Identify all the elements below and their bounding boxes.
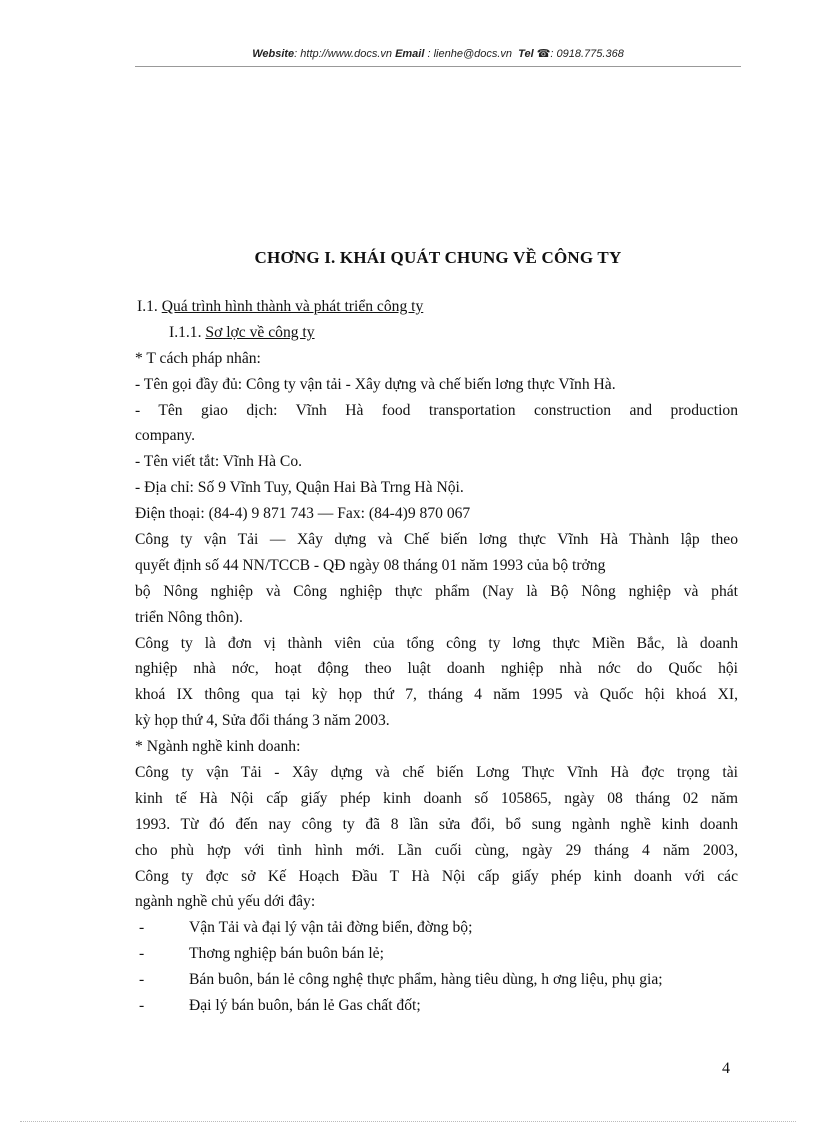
subsection-title: Sơ lợc về công ty	[205, 323, 315, 341]
bullet-text: Vận Tải và đại lý vận tải đờng biển, đờng bộ;	[189, 919, 473, 937]
section-heading	[135, 294, 738, 320]
text-line: * T cách pháp nhân:	[135, 349, 261, 367]
text-line: Điện thoại: (84-4) 9 871 743 — Fax: (84-4)9 870 067	[135, 505, 471, 523]
bullet-item	[135, 967, 738, 993]
text-line: - Tên giao dịch: Vĩnh Hà food transportation construction and production	[135, 401, 738, 419]
text-line: nghiệp nhà nớc, hoạt động theo luật doanh nghiệp nhà nớc do Quốc hội	[135, 660, 738, 678]
tel-label: Tel ☎	[518, 48, 551, 60]
text-line: - Địa chỉ: Số 9 Vĩnh Tuy, Quận Hai Bà Trng Hà Nội.	[135, 479, 464, 497]
chapter-title: CHƠNG I. KHÁI QUÁT CHUNG VỀ CÔNG TY	[254, 248, 622, 267]
document-body	[135, 294, 738, 1019]
bullet-item	[135, 993, 738, 1019]
website-label: Website	[252, 48, 295, 60]
subsection-heading	[135, 320, 738, 346]
text-line: Công ty là đơn vị thành viên của tổng công ty lơng thực Miền Bắc, là doanh	[135, 634, 738, 652]
bullet-dash: -	[139, 971, 145, 989]
text-line: Công ty vận Tải - Xây dựng và chế biến Lơng Thực Vĩnh Hà đợc trọng tài	[135, 764, 738, 782]
bullet-text: Đại lý bán buôn, bán lẻ Gas chất đốt;	[189, 997, 421, 1015]
text-line: 1993. Từ đó đến nay công ty đã 8 lần sửa đổi, bổ sung ngành nghề kinh doanh	[135, 815, 738, 833]
footer-divider	[20, 1121, 796, 1122]
text-line: kinh tế Hà Nội cấp giấy phép kinh doanh số 105865, ngày 08 tháng 02 năm	[135, 789, 738, 807]
text-line: khoá IX thông qua tại kỳ họp thứ 7, tháng 4 năm 1995 và Quốc hội khoá XI,	[135, 686, 738, 704]
header-divider	[135, 66, 741, 67]
section-number: I.1.	[137, 298, 158, 315]
website-value: : http://www.docs.vn	[294, 48, 392, 60]
text-line: * Ngành nghề kinh doanh:	[135, 738, 301, 756]
bullet-dash: -	[139, 997, 145, 1015]
text-line: Công ty vận Tải — Xây dựng và Chế biến lơng thực Vĩnh Hà Thành lập theo	[135, 531, 738, 549]
email-label: Email	[395, 48, 425, 60]
bullet-text: Bán buôn, bán lẻ công nghệ thực phẩm, hàng tiêu dùng, h ơng liệu, phụ gia;	[189, 971, 663, 989]
text-line: company.	[135, 427, 196, 445]
text-line: - Tên viết tắt: Vĩnh Hà Co.	[135, 453, 303, 471]
text-line: cho phù hợp với tình hình mới. Lần cuối cùng, ngày 29 tháng 4 năm 2003,	[135, 841, 738, 859]
text-line: - Tên gọi đầy đủ: Công ty vận tải - Xây dựng và chế biến lơng thực Vĩnh Hà.	[135, 375, 616, 393]
page-number: 4	[722, 1060, 730, 1077]
subsection-number: I.1.1.	[169, 323, 202, 341]
text-line: kỳ họp thứ 4, Sửa đổi tháng 3 năm 2003.	[135, 712, 390, 730]
bullet-item	[135, 915, 738, 941]
bullet-dash: -	[139, 945, 145, 963]
text-line: quyết định số 44 NN/TCCB - QĐ ngày 08 tháng 01 năm 1993 của bộ trởng	[135, 556, 606, 574]
bullet-text: Thơng nghiệp bán buôn bán lẻ;	[189, 945, 384, 963]
bullet-item	[135, 941, 738, 967]
section-title: Quá trình hình thành và phát triển công ty	[161, 298, 424, 315]
page-header	[135, 47, 741, 60]
text-line: bộ Nông nghiệp và Công nghiệp thực phẩm (Nay là Bộ Nông nghiệp và phát	[135, 582, 738, 600]
text-line: Công ty đợc sở Kế Hoạch Đầu T Hà Nội cấp giấy phép kinh doanh với các	[135, 867, 738, 885]
bullet-dash: -	[139, 919, 145, 937]
text-line: ngành nghề chủ yếu dới đây:	[135, 893, 316, 911]
email-value: : lienhe@docs.vn	[424, 48, 513, 60]
tel-value: : 0918.775.368	[550, 48, 624, 60]
text-line: triển Nông thôn).	[135, 608, 243, 626]
